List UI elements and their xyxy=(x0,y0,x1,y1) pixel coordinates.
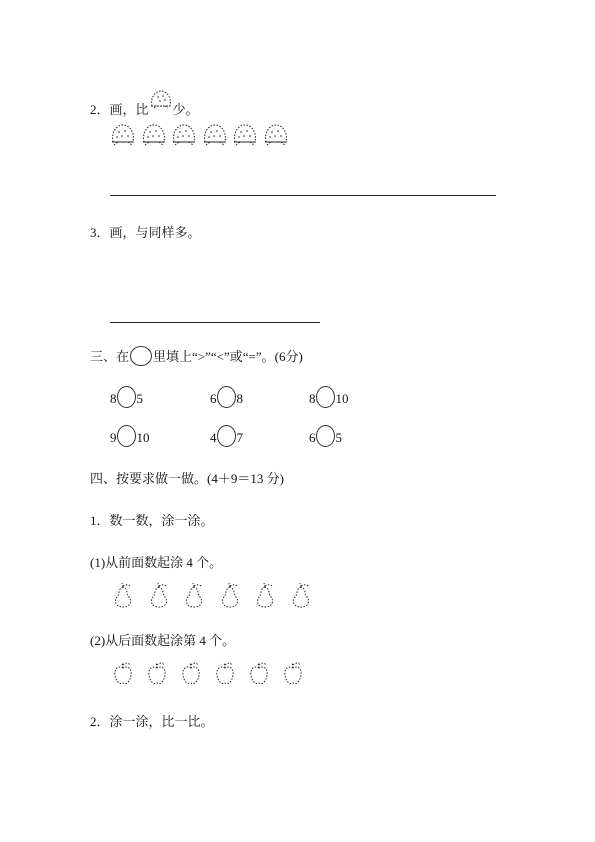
compare-left: 9 xyxy=(110,429,117,445)
q2-text-before: 2．画，比 xyxy=(90,102,149,117)
q2-text-after: 少。 xyxy=(172,102,199,117)
section3-title xyxy=(90,346,303,368)
q41b-text: (2)从后面数起涂第 4 个。 xyxy=(90,633,236,648)
compare-right: 5 xyxy=(335,429,342,445)
strawberry-icon xyxy=(110,122,136,150)
compare-item xyxy=(210,428,243,450)
apple-icon xyxy=(178,660,204,688)
answer-line-q3 xyxy=(110,322,320,323)
apple-icon xyxy=(212,660,238,688)
compare-circle[interactable] xyxy=(217,386,236,408)
compare-circle[interactable] xyxy=(316,425,335,447)
apple-row xyxy=(110,660,330,690)
apple-icon xyxy=(144,660,170,688)
q41a-text: (1)从前面数起涂 4 个。 xyxy=(90,555,223,570)
q42-title: 2．涂一涂，比一比。 xyxy=(90,714,214,729)
strawberry-icon xyxy=(149,88,173,108)
pear-icon xyxy=(110,582,136,610)
compare-left: 8 xyxy=(110,390,117,406)
apple-icon xyxy=(280,660,306,688)
compare-item xyxy=(309,428,342,450)
pear-icon xyxy=(217,582,243,610)
strawberry-icon xyxy=(232,122,258,150)
compare-left: 8 xyxy=(309,390,316,406)
compare-circle[interactable] xyxy=(117,386,136,408)
compare-item xyxy=(110,389,143,411)
q2-line xyxy=(90,92,199,118)
compare-right: 10 xyxy=(335,390,349,406)
strawberry-icon xyxy=(263,122,289,150)
compare-circle[interactable] xyxy=(217,425,236,447)
compare-circle[interactable] xyxy=(316,386,335,408)
compare-item xyxy=(110,428,150,450)
compare-right: 7 xyxy=(236,429,243,445)
compare-left: 6 xyxy=(210,390,217,406)
compare-item xyxy=(210,389,243,411)
strawberry-icon xyxy=(202,122,228,150)
compare-left: 4 xyxy=(210,429,217,445)
section3-before: 三、在 xyxy=(90,349,130,364)
section3-after: 里填上“>”“<”或“=”。(6分) xyxy=(153,349,303,364)
strawberry-row xyxy=(110,122,310,152)
apple-icon xyxy=(246,660,272,688)
circle-blank-icon xyxy=(130,346,152,366)
compare-right: 5 xyxy=(136,390,143,406)
strawberry-icon xyxy=(171,122,197,150)
section4-title: 四、按要求做一做。(4＋9＝13 分) xyxy=(90,471,284,486)
pear-row xyxy=(110,582,330,612)
pear-icon xyxy=(288,582,314,610)
q41-title: 1．数一数，涂一涂。 xyxy=(90,513,214,528)
pear-icon xyxy=(181,582,207,610)
q3-text: 3．画，与同样多。 xyxy=(90,225,201,240)
compare-circle[interactable] xyxy=(117,425,136,447)
apple-icon xyxy=(110,660,136,688)
pear-icon xyxy=(146,582,172,610)
compare-left: 6 xyxy=(309,429,316,445)
strawberry-icon xyxy=(141,122,167,150)
compare-right: 8 xyxy=(236,390,243,406)
compare-right: 10 xyxy=(136,429,150,445)
compare-item xyxy=(309,389,349,411)
pear-icon xyxy=(252,582,278,610)
answer-line-q2 xyxy=(110,195,496,196)
